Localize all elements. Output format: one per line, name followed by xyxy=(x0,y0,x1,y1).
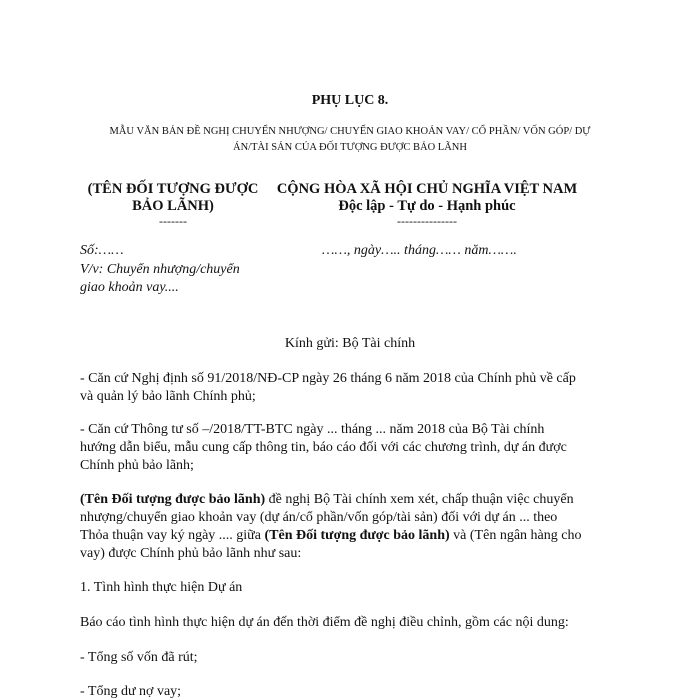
report-intro: Báo cáo tình hình thực hiện dự án đến thời điểm đề nghị điều chỉnh, gồm các nội dung: xyxy=(80,615,569,630)
legal-basis-1-line1: - Căn cứ Nghị định số 91/2018/NĐ-CP ngày 26 tháng 6 năm 2018 của Chính phủ về cấp xyxy=(80,371,576,386)
request-entity-name: (Tên Đối tượng được bảo lãnh) xyxy=(80,492,266,507)
legal-basis-2-line1: - Căn cứ Thông tư số –/2018/TT-BTC ngày ... tháng ... năm 2018 của Bộ Tài chính xyxy=(80,422,545,437)
national-motto: Độc lập - Tự do - Hạnh phúc xyxy=(338,198,516,214)
list-item-total-capital: - Tổng số vốn đã rút; xyxy=(80,650,198,665)
document-number: Số:…… xyxy=(80,243,124,258)
document-subtitle-line2: ÁN/TÀI SẢN CỦA ĐỐI TƯỢNG ĐƯỢC BẢO LÃNH xyxy=(233,142,467,153)
legal-basis-1-line2: và quản lý bảo lãnh Chính phủ; xyxy=(80,389,256,404)
subject-line1: V/v: Chuyển nhượng/chuyển xyxy=(80,262,240,277)
issuer-name-line2: BẢO LÃNH) xyxy=(132,198,214,214)
request-line2: nhượng/chuyển giao khoản vay (dự án/cổ phần/vốn góp/tài sản) đối với dự án ... theo xyxy=(80,510,558,525)
request-line3-entity: (Tên Đối tượng được bảo lãnh) xyxy=(264,528,450,543)
request-line3-end: và (Tên ngân hàng cho xyxy=(449,528,582,543)
request-line4: vay) được Chính phủ bảo lãnh như sau: xyxy=(80,546,302,561)
addressee: Kính gửi: Bộ Tài chính xyxy=(284,336,416,351)
request-line3-start: Thỏa thuận vay ký ngày .... giữa xyxy=(80,528,265,543)
request-line1 xyxy=(80,492,574,508)
request-line3 xyxy=(80,528,581,544)
legal-basis-2-line3: Chính phủ bảo lãnh; xyxy=(80,458,194,473)
issuer-rule: ------- xyxy=(159,214,187,228)
page-title: PHỤ LỤC 8. xyxy=(311,93,389,108)
section-heading-1: 1. Tình hình thực hiện Dự án xyxy=(80,580,243,595)
legal-basis-2-line2: hướng dẫn biểu, mẫu cung cấp thông tin, báo cáo đối với các chương trình, dự án được xyxy=(80,440,567,455)
document-subtitle-line1: MẪU VĂN BẢN ĐỀ NGHỊ CHUYỂN NHƯỢNG/ CHUYỂN GIAO KHOẢN VAY/ CỔ PHẦN/ VỐN GÓP/ DỰ xyxy=(109,126,591,137)
national-rule: --------------- xyxy=(397,214,457,228)
document-date: ……, ngày….. tháng…… năm……. xyxy=(322,243,517,258)
request-line1-text: đề nghị Bộ Tài chính xem xét, chấp thuận việc chuyển xyxy=(265,492,574,507)
national-title: CỘNG HÒA XÃ HỘI CHỦ NGHĨA VIỆT NAM xyxy=(276,181,578,197)
subject-line2: giao khoản vay.... xyxy=(80,280,179,295)
issuer-name-line1: (TÊN ĐỐI TƯỢNG ĐƯỢC xyxy=(87,181,259,197)
list-item-total-debt: - Tổng dư nợ vay; xyxy=(80,684,182,699)
